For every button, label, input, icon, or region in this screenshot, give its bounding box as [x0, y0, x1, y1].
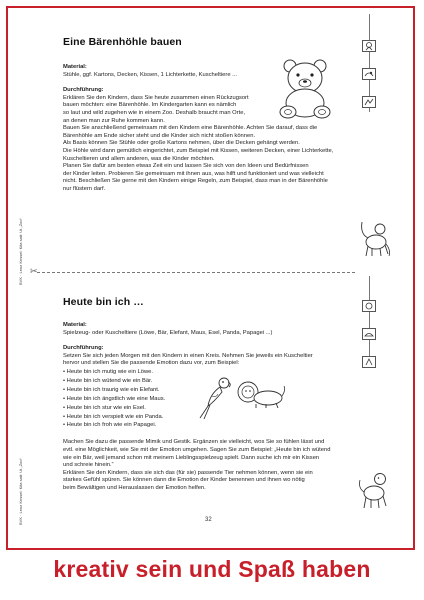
text-line: so laut und wild zugehen wie in einem Zoo. Deshalb braucht man Orte,	[63, 109, 246, 116]
lion-illustration	[236, 380, 286, 410]
list-item: • Heute bin ich verspielt wie ein Panda.	[63, 413, 164, 420]
text-line: und schreie hinein.“	[63, 462, 114, 469]
hanging-string	[369, 276, 370, 366]
text-line: hervor und stellen Sie die passende Emotion dazu vor, zum Beispiel:	[63, 360, 240, 367]
text-line: Planen Sie dafür am besten etwas Zeit ein und lassen Sie sich von den Ideen und Bedürfnissen	[63, 163, 309, 170]
text-line: wie ein Bär, weil jemand schon mit meinem Lieblingsspielzeug spielt. Dann suche ich mir ein Kissen	[63, 454, 320, 461]
animal-tile-icon	[362, 96, 376, 108]
text-line: Setzen Sie sich jeden Morgen mit den Kindern in einen Kreis. Nehmen Sie jeweils ein Kuscheltier	[63, 352, 313, 359]
animal-tile-icon	[362, 356, 376, 368]
animal-tile-icon	[362, 300, 376, 312]
side-credit: BVK · Lenz Kessel: Kita satt: Ut „Zoo“	[18, 218, 23, 285]
procedure-label: Durchführung:	[63, 345, 104, 352]
monkey-tile-icon	[362, 40, 376, 52]
list-item: • Heute bin ich mutig wie ein Löwe.	[63, 368, 153, 375]
text-line: nicht. Beschließen Sie gerne mit den Kindern einige Regeln, zum Beispiel, dass man in der Bärenhöhle	[63, 178, 328, 185]
material-text: Spielzeug- oder Kuscheltiere (Löwe, Bär, Elefant, Maus, Esel, Panda, Papagei ...)	[63, 329, 273, 336]
text-line: Machen Sie dazu die passende Mimik und Gestik. Ergänzen sie vielleicht, wos Sie so fühlen lässt und	[63, 439, 325, 446]
list-item: • Heute bin ich stur wie ein Esel.	[63, 404, 146, 411]
text-line: Kuscheltieren und allem anderen, was die Kinder möchten.	[63, 155, 215, 162]
text-line: Als Basis können Sie Stühle oder große Kartons nehmen, über die Decken gehängt werden.	[63, 140, 300, 147]
text-line: Bauen Sie anschließend gemeinsam mit den Kindern eine Bärenhöhle. Achten Sie darauf, dass die	[63, 125, 318, 132]
parrot-illustration	[198, 376, 234, 420]
section-baerenhoehle	[63, 36, 355, 194]
text-line: starkes Gefühl spüren. Sie können dann die Emotion der Kinder benennen und ihnen wo nötig	[63, 477, 305, 484]
text-line: Die Höhle wird dann gemütlich eingerichtet, zum Beispiel mit Kissen, weiteren Decken, einer Lichterkette,	[63, 147, 334, 154]
list-item: • Heute bin ich traurig wie ein Elefant.	[63, 386, 160, 393]
animal-tile-icon	[362, 328, 376, 340]
list-item: • Heute bin ich wütend wie ein Bär.	[63, 377, 153, 384]
animal-tile-icon	[362, 68, 376, 80]
text-line: der Kinder leiten. Probieren Sie gemeinsam mit ihnen aus, was hilft und funktioniert und was vielleicht	[63, 170, 324, 177]
list-item: • Heute bin ich froh wie ein Papagei.	[63, 422, 157, 429]
text-line: Erklären Sie den Kindern, dass Sie heute zusammen einen Rückzugsort	[63, 94, 249, 101]
side-credit: BVK · Lenz Kessel: Kita satt: Ut „Zoo“	[18, 458, 23, 525]
page-number: 32	[205, 517, 212, 523]
text-line: evtl. eine Möglichkeit, wie Sie mit der Emotion umgehen. Sagen Sie zum Beispiel: „Heute bin ich wütend	[63, 446, 331, 453]
text-line: nur flüstern darf.	[63, 185, 106, 192]
material-label: Material:	[63, 322, 87, 328]
scissors-icon: ✂	[30, 266, 38, 276]
text-line: bauen möchten: eine Bärenhöhle. Im Kindergarten kann es nämlich	[63, 102, 237, 109]
text-line: Bärenhöhle am Ende sicher steht und die Kinder sich nicht stoßen können.	[63, 132, 256, 139]
procedure-label: Durchführung:	[63, 87, 104, 94]
section-title: Heute bin ich …	[63, 296, 144, 308]
cut-line	[37, 272, 355, 273]
banner-slogan: kreativ sein und Spaß haben	[53, 556, 371, 582]
text-line: beim Bewältigen und Herauslassen der Emotion helfen.	[63, 484, 206, 491]
list-item: • Heute bin ich ängstlich wie eine Maus.	[63, 395, 166, 402]
text-line: an denen man zur Ruhe kommen kann.	[63, 117, 165, 124]
text-line: Erklären Sie den Kindern, dass sie sich das (für sie) passende Tier nehmen können, wenn sie ein	[63, 469, 313, 476]
section-title: Eine Bärenhöhle bauen	[63, 36, 182, 48]
monkey-illustration	[356, 470, 392, 510]
material-label: Material:	[63, 64, 87, 70]
monkey-illustration	[358, 220, 392, 258]
material-text: Stühle, ggf. Kartons, Decken, Kissen, 1 Lichterkette, Kuscheltiere ...	[63, 71, 237, 78]
